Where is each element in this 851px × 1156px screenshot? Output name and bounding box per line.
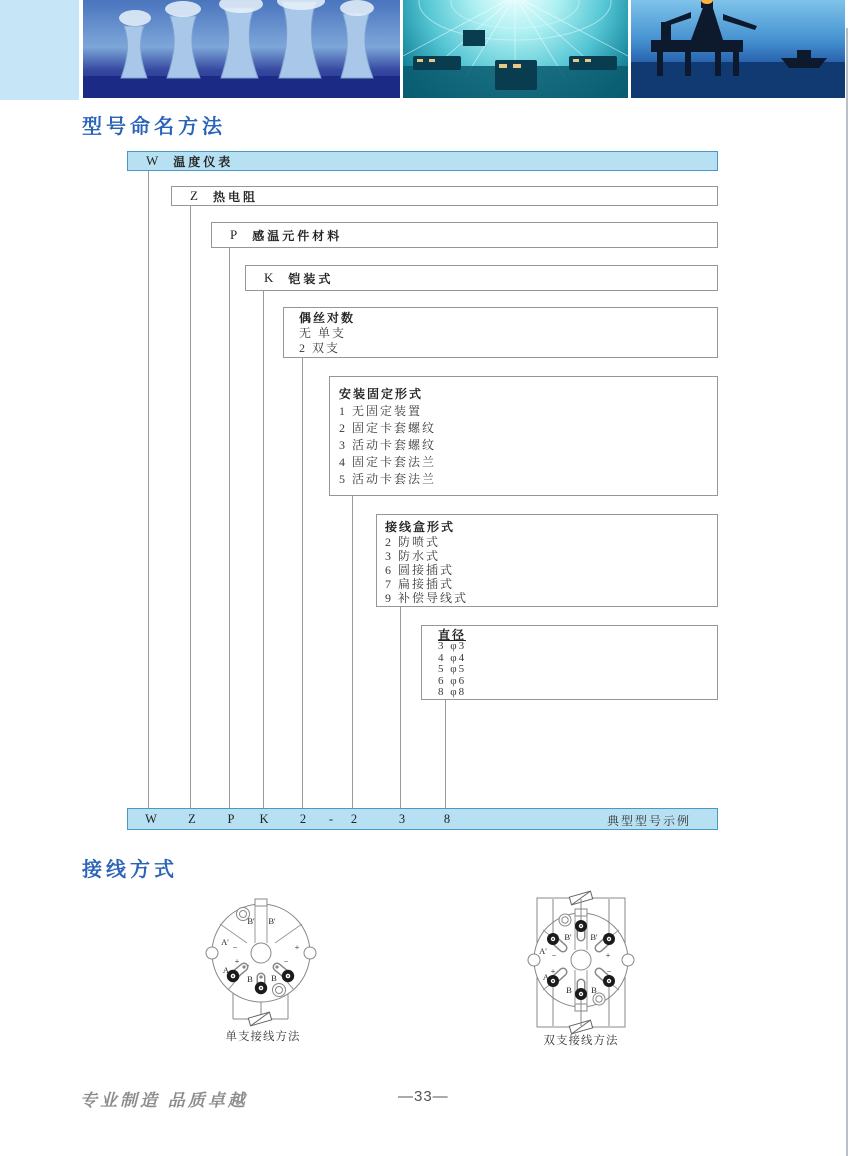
box-item: 1 无固定装置 [339,404,423,418]
footer-slogan: 专业制造 品质卓越 [80,1091,248,1110]
code-letter: Z [190,188,198,203]
offshore-oil-rig-photo [631,0,845,98]
terminal-label: B [271,973,277,983]
box-title: 接线盒形式 [385,520,456,534]
example-code: 2 [299,812,307,826]
example-code: W [145,812,157,826]
naming-box-z [171,186,718,206]
rtd-element-symbol [248,1012,271,1026]
box-item: 7 扁接插式 [385,577,455,591]
code-label: 铠装式 [288,271,334,286]
naming-box-mounting [329,376,718,496]
terminal-label: A' [539,946,547,956]
box-title: 直径 [438,628,467,642]
box-item: 4 φ4 [438,651,467,664]
naming-box-k [245,265,718,291]
center-hole [571,950,591,970]
terminal-label: B [247,974,253,984]
box-item: 3 活动卡套螺纹 [339,438,437,452]
box-item: 3 φ3 [438,640,467,652]
terminal-label: A' [221,937,229,947]
box-item: 无 单支 [299,326,347,340]
polarity-label: − [232,942,238,952]
box-item: 6 φ6 [438,674,467,687]
box-item: 5 φ5 [438,663,467,676]
box-item: 4 固定卡套法兰 [339,455,437,469]
box-item: 6 圆接插式 [385,563,455,577]
code-letter: K [264,270,274,285]
example-code: K [259,812,269,826]
code-label: 热电阻 [212,189,258,204]
corner-strip [0,0,79,100]
box-title: 安装固定形式 [339,387,424,401]
connector-line-junction [400,607,401,808]
screw-hole [559,914,571,926]
screw-hole [273,984,286,997]
box-item: 3 防水式 [385,549,441,563]
polarity-label: + [605,950,611,960]
connector-line-mounting [352,496,353,808]
double-wiring-diagram [516,878,646,1053]
polarity-label: + [550,966,556,976]
box-item: 9 补偿导线式 [385,591,469,605]
single-wiring-diagram [198,888,328,1048]
naming-box-p [211,222,718,248]
naming-box-pairs [283,307,718,358]
connector-line-z [190,206,191,808]
page-number: —33— [398,1088,449,1105]
page-edge-line [846,28,848,1156]
box-item: 5 活动卡套法兰 [339,472,437,486]
example-code: 8 [443,812,451,826]
connector-line-pairs [302,358,303,808]
box-item: 2 防喷式 [385,535,441,549]
code-label: 感温元件材料 [252,228,343,243]
naming-box-diameter [421,625,718,700]
example-code: 2 [350,812,358,826]
cooling-towers-photo [83,0,400,98]
connector-line-diameter [445,700,446,808]
keying-notch-right [304,947,316,959]
control-room-photo [403,0,628,98]
example-bar-caption: 典型型号示例 [606,814,691,828]
code-letter: P [230,227,238,242]
terminal-label: B' [590,932,598,942]
terminal-label: B [566,985,572,995]
terminal-label: B' [564,932,572,942]
terminal-label: A [542,972,550,982]
top-tab [255,899,267,906]
terminal-label: B [591,985,597,995]
polarity-label: − [606,966,612,976]
connector-line-w [148,171,149,808]
double-wiring-caption: 双支接线方法 [543,1035,619,1047]
example-code: - [328,812,334,826]
cooling-towers-illustration [83,0,400,98]
polarity-label: − [551,950,557,960]
wiring-section-title: 接线方式 [82,859,178,881]
single-wiring-caption: 单支接线方法 [225,1031,301,1043]
code-label: 温度仪表 [173,154,234,169]
keying-notch-right [622,954,634,966]
box-title: 偶丝对数 [299,311,356,325]
center-hole [251,943,271,963]
box-item: 2 双支 [299,341,341,355]
naming-box-w [127,151,718,171]
polarity-label: − [283,956,289,966]
control-room-illustration [403,0,628,98]
offshore-rig-illustration [631,0,845,98]
example-code: 3 [398,812,406,826]
connector-line-p [229,248,230,808]
example-code: Z [188,812,196,826]
naming-section-title: 型号命名方法 [82,116,226,138]
box-item: 8 φ8 [438,686,467,699]
example-model-bar [127,808,718,830]
polarity-label: + [294,942,300,952]
connector-line-k [263,291,264,808]
polarity-label: + [234,956,240,966]
code-letter: W [146,153,159,168]
box-item: 2 固定卡套螺纹 [339,421,437,435]
terminal-label: B' [247,916,255,926]
example-code: P [227,812,235,826]
terminal-label: A [222,965,230,975]
naming-box-junction [376,514,718,607]
terminal-label: B' [268,916,276,926]
keying-notch-left [206,947,218,959]
